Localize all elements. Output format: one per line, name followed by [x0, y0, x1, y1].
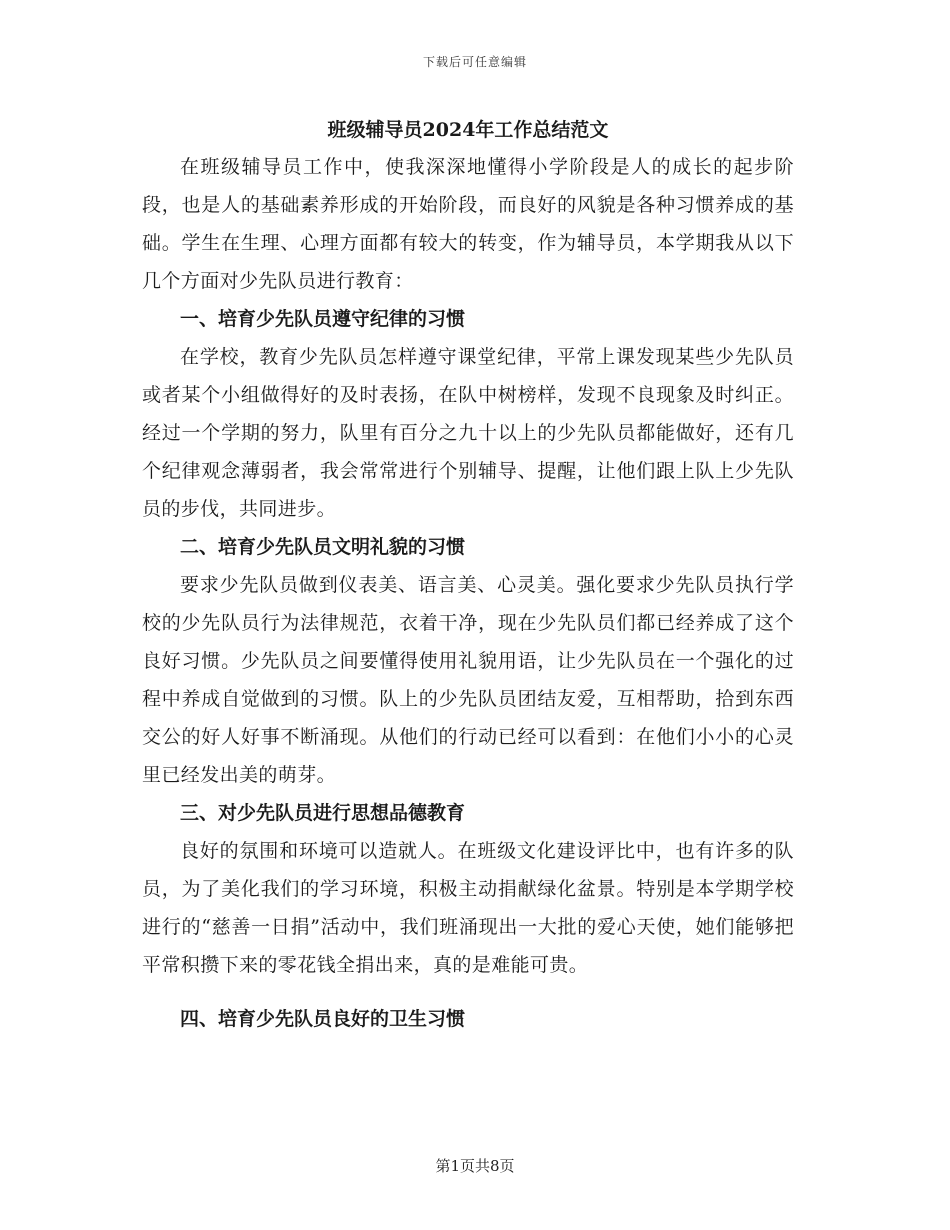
section-2	[142, 528, 794, 794]
section-4	[142, 1000, 794, 1038]
page-number: 第1页共8页	[435, 1157, 515, 1175]
section-3	[142, 794, 794, 984]
section-paragraph: 良好的氛围和环境可以造就人。在班级文化建设评比中，也有许多的队员，为了美化我们的学习环境，积极主动捐献绿化盆景。特别是本学期学校进行的“慈善一日捐”活动中，我们班涌现出一大批的爱心天使，她们能够把平常积攒下来的零花钱全捐出来，真的是难能可贵。	[142, 840, 794, 976]
intro-paragraph: 在班级辅导员工作中，使我深深地懂得小学阶段是人的成长的起步阶段，也是人的基础素养形成的开始阶段，而良好的风貌是各种习惯养成的基础。学生在生理、心理方面都有较大的转变，作为辅导员，本学期我从以下几个方面对少先队员进行教育：	[142, 156, 794, 292]
section-heading: 一、培育少先队员遵守纪律的习惯	[180, 308, 466, 330]
section-heading: 二、培育少先队员文明礼貌的习惯	[180, 536, 466, 558]
section-heading: 四、培育少先队员良好的卫生习惯	[180, 1008, 466, 1030]
section-paragraph: 在学校，教育少先队员怎样遵守课堂纪律，平常上课发现某些少先队员或者某个小组做得好的及时表扬，在队中树榜样，发现不良现象及时纠正。经过一个学期的努力，队里有百分之九十以上的少先队员都能做好，还有几个纪律观念薄弱者，我会常常进行个别辅导、提醒，让他们跟上队上少先队员的步伐，共同进步。	[142, 346, 794, 520]
header-note: 下载后可任意编辑	[422, 55, 527, 69]
section-paragraph: 要求少先队员做到仪表美、语言美、心灵美。强化要求少先队员执行学校的少先队员行为法律规范，衣着干净，现在少先队员们都已经养成了这个良好习惯。少先队员之间要懂得使用礼貌用语，让少先队员在一个强化的过程中养成自觉做到的习惯。队上的少先队员团结友爱，互相帮助，拾到东西交公的好人好事不断涌现。从他们的行动已经可以看到：在他们小小的心灵里已经发出美的萌芽。	[142, 574, 794, 786]
section-1	[142, 300, 794, 528]
document-body	[142, 112, 794, 1038]
document-title: 班级辅导员2024年工作总结范文	[327, 119, 609, 141]
section-heading: 三、对少先队员进行思想品德教育	[180, 802, 466, 824]
